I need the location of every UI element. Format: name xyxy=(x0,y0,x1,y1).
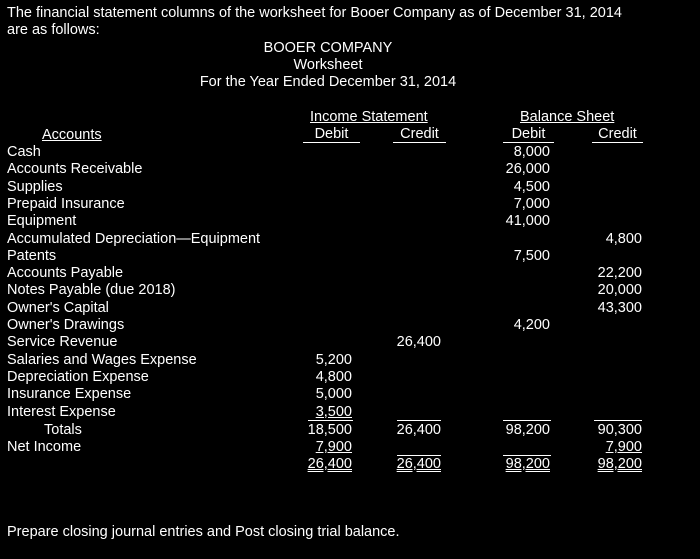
account-name: Depreciation Expense xyxy=(7,368,149,385)
account-name: Owner's Capital xyxy=(7,299,109,316)
is-debit-amount: 3,500 xyxy=(315,403,352,420)
totals-bs-debit: 98,200 xyxy=(505,422,550,438)
bs-debit-amount: 26,000 xyxy=(505,161,550,178)
bs-credit-amount: 4,800 xyxy=(605,230,642,247)
is-credit-heading: Credit xyxy=(393,127,446,143)
account-name: Notes Payable (due 2018) xyxy=(7,282,176,299)
account-name: Owner's Drawings xyxy=(7,317,125,333)
totals-is-credit: 26,400 xyxy=(396,422,441,438)
totals-is-debit: 18,500 xyxy=(307,422,352,438)
is-credit-total-rule xyxy=(397,420,441,421)
bs-debit-amount: 7,500 xyxy=(513,247,550,264)
account-name: Accounts Payable xyxy=(7,265,124,282)
bs-debit-amount: 7,000 xyxy=(513,195,550,212)
bs-credit-amount: 43,300 xyxy=(597,299,642,316)
is-debit-amount: 5,000 xyxy=(315,386,352,403)
account-name: Insurance Expense xyxy=(7,386,132,403)
is-credit-amount: 26,400 xyxy=(396,334,441,351)
bs-debit-total-rule xyxy=(503,420,551,421)
bs-credit-amount: 22,200 xyxy=(597,265,642,282)
totals-bs-credit: 90,300 xyxy=(597,422,642,438)
account-name: Equipment xyxy=(7,213,77,230)
account-name: Prepaid Insurance xyxy=(7,195,125,212)
net-income-bs-credit: 7,900 xyxy=(605,439,642,455)
account-name: Supplies xyxy=(7,178,63,195)
bs-credit-heading: Credit xyxy=(592,127,643,143)
account-name: Accumulated Depreciation—Equipment xyxy=(7,230,261,247)
account-name: Cash xyxy=(7,144,41,160)
bs-debit-heading: Debit xyxy=(503,127,554,143)
grand-bs-debit: 98,200 xyxy=(505,456,550,472)
account-name: Salaries and Wages Expense xyxy=(7,351,197,368)
intro-line-2: are as follows: xyxy=(7,22,100,38)
company-name: BOOER COMPANY xyxy=(263,40,393,56)
bs-credit-total-rule xyxy=(594,420,642,421)
grand-is-debit: 26,400 xyxy=(307,456,352,472)
income-statement-heading: Income Statement xyxy=(310,109,428,125)
task-prompt: Prepare closing journal entries and Post closing trial balance. xyxy=(7,524,400,540)
account-name: Interest Expense xyxy=(7,403,116,420)
is-debit-amount: 5,200 xyxy=(315,351,352,368)
bs-debit-amount: 4,500 xyxy=(513,178,550,195)
bs-debit-amount: 41,000 xyxy=(505,213,550,230)
is-debit-amount: 4,800 xyxy=(315,368,352,385)
totals-label: Totals xyxy=(44,422,82,438)
net-income-is-debit: 7,900 xyxy=(315,439,352,455)
bs-debit-amount: 4,200 xyxy=(513,317,550,333)
account-name: Patents xyxy=(7,247,57,264)
grand-bs-credit: 98,200 xyxy=(597,456,642,472)
account-name: Service Revenue xyxy=(7,334,118,351)
grand-is-credit: 26,400 xyxy=(396,456,441,472)
intro-line-1: The financial statement columns of the worksheet for Booer Company as of December 31, 2014 xyxy=(7,5,622,21)
bs-credit-amount: 20,000 xyxy=(597,282,642,299)
worksheet-title: Worksheet xyxy=(293,57,363,73)
accounts-heading: Accounts xyxy=(42,127,102,143)
balance-sheet-heading: Balance Sheet xyxy=(520,109,615,125)
net-income-label: Net Income xyxy=(7,439,82,455)
is-debit-total-rule xyxy=(308,420,353,421)
worksheet-period: For the Year Ended December 31, 2014 xyxy=(199,74,457,90)
bs-debit-amount: 8,000 xyxy=(513,144,550,160)
is-debit-heading: Debit xyxy=(303,127,360,143)
intro-text xyxy=(7,5,622,39)
account-name: Accounts Receivable xyxy=(7,161,143,178)
